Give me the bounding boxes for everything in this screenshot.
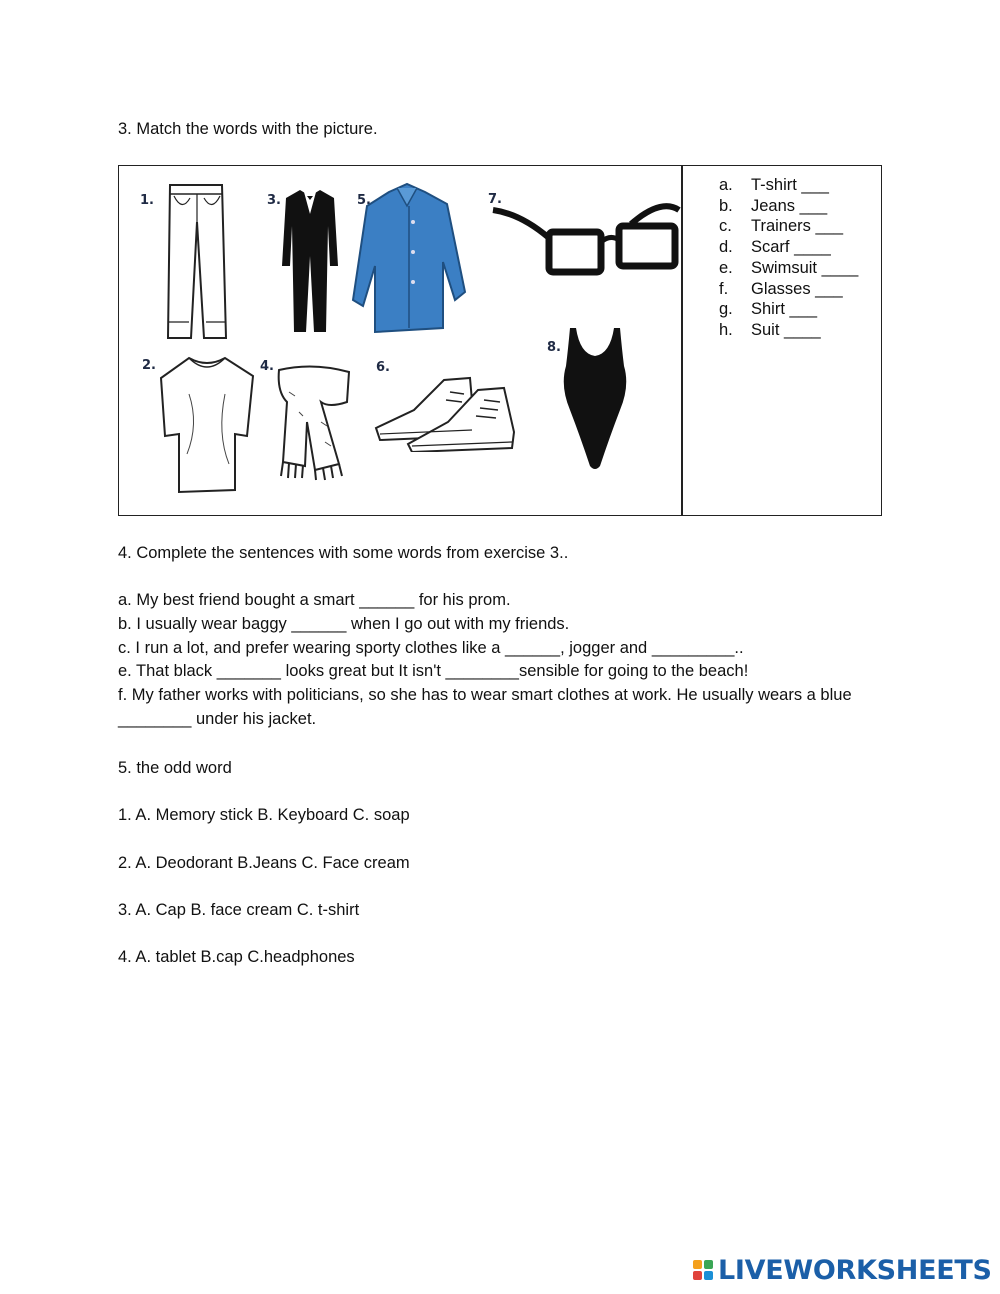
exercise-4-title: 4. Complete the sentences with some words from exercise 3.. [118,544,569,562]
list-item [719,279,858,300]
item-text: Glasses ___ [751,279,843,298]
picture-number: 8. [547,340,561,355]
item-letter: h. [719,320,733,339]
exercise-5-title: 5. the odd word [118,759,232,777]
item-letter: b. [719,196,733,215]
odd-word-item: 2. A. Deodorant B.Jeans C. Face cream [118,854,410,872]
logo-cell [693,1260,702,1269]
sentence: f. My father works with politicians, so she has to wear smart clothes at work. He usually wears a blue ________ under his jacket. [118,686,852,728]
sentence-list [118,589,888,732]
list-item [719,237,858,258]
sentence: a. My best friend bought a smart ______ for his prom. [118,591,511,609]
sentence: e. That black _______ looks great but It isn't ________sensible for going to the beach! [118,662,749,681]
scarf-picture [269,362,355,482]
odd-word-item: 4. A. tablet B.cap C.headphones [118,948,355,966]
logo-cell [704,1260,713,1269]
odd-word-item: 3. A. Cap B. face cream C. t-shirt [118,901,360,919]
item-letter: g. [719,300,733,319]
liveworksheets-logo [693,1255,992,1285]
list-item [719,196,858,217]
list-item [719,258,858,279]
item-letter: a. [719,176,733,194]
item-text: Scarf ____ [751,238,831,257]
trainers-picture [374,370,520,452]
swimsuit-picture [560,326,630,472]
item-text: T-shirt ___ [751,176,829,194]
picture-number: 3. [267,193,281,208]
list-item [719,175,858,196]
list-item [719,320,858,341]
item-text: Trainers ___ [751,217,844,236]
item-text: Swimsuit ____ [751,258,859,277]
picture-number: 4. [260,359,274,374]
shirt-picture [351,182,471,334]
list-item [719,216,858,237]
jeans-picture [164,182,229,342]
suit-picture [282,186,338,336]
sentence: c. I run a lot, and prefer wearing sporty clothes like a ______, jogger and _________.. [118,638,744,657]
picture-number: 1. [140,193,154,208]
logo-text: LIVEWORKSHEETS [718,1254,992,1286]
item-text: Shirt ___ [751,300,818,319]
matching-exercise-box [118,165,882,516]
logo-cell [693,1271,702,1280]
picture-number: 5. [357,193,371,208]
item-text: Jeans ___ [751,196,828,215]
picture-number: 2. [142,358,156,373]
glasses-picture [491,196,681,276]
item-letter: e. [719,258,733,277]
word-list [719,175,858,341]
list-item [719,299,858,320]
exercise-3-title: 3. Match the words with the picture. [118,120,378,138]
sentence: b. I usually wear baggy ______ when I go out with my friends. [118,614,570,633]
logo-cell [704,1271,713,1280]
item-letter: d. [719,238,733,257]
picture-number: 6. [376,360,390,375]
picture-number: 7. [488,192,502,207]
item-letter: c. [719,217,732,236]
item-letter: f. [719,279,729,298]
box-divider [681,166,683,515]
logo-mark-icon [693,1260,713,1280]
odd-word-item: 1. A. Memory stick B. Keyboard C. soap [118,806,410,824]
item-text: Suit ____ [751,320,821,339]
tshirt-picture [159,354,255,494]
